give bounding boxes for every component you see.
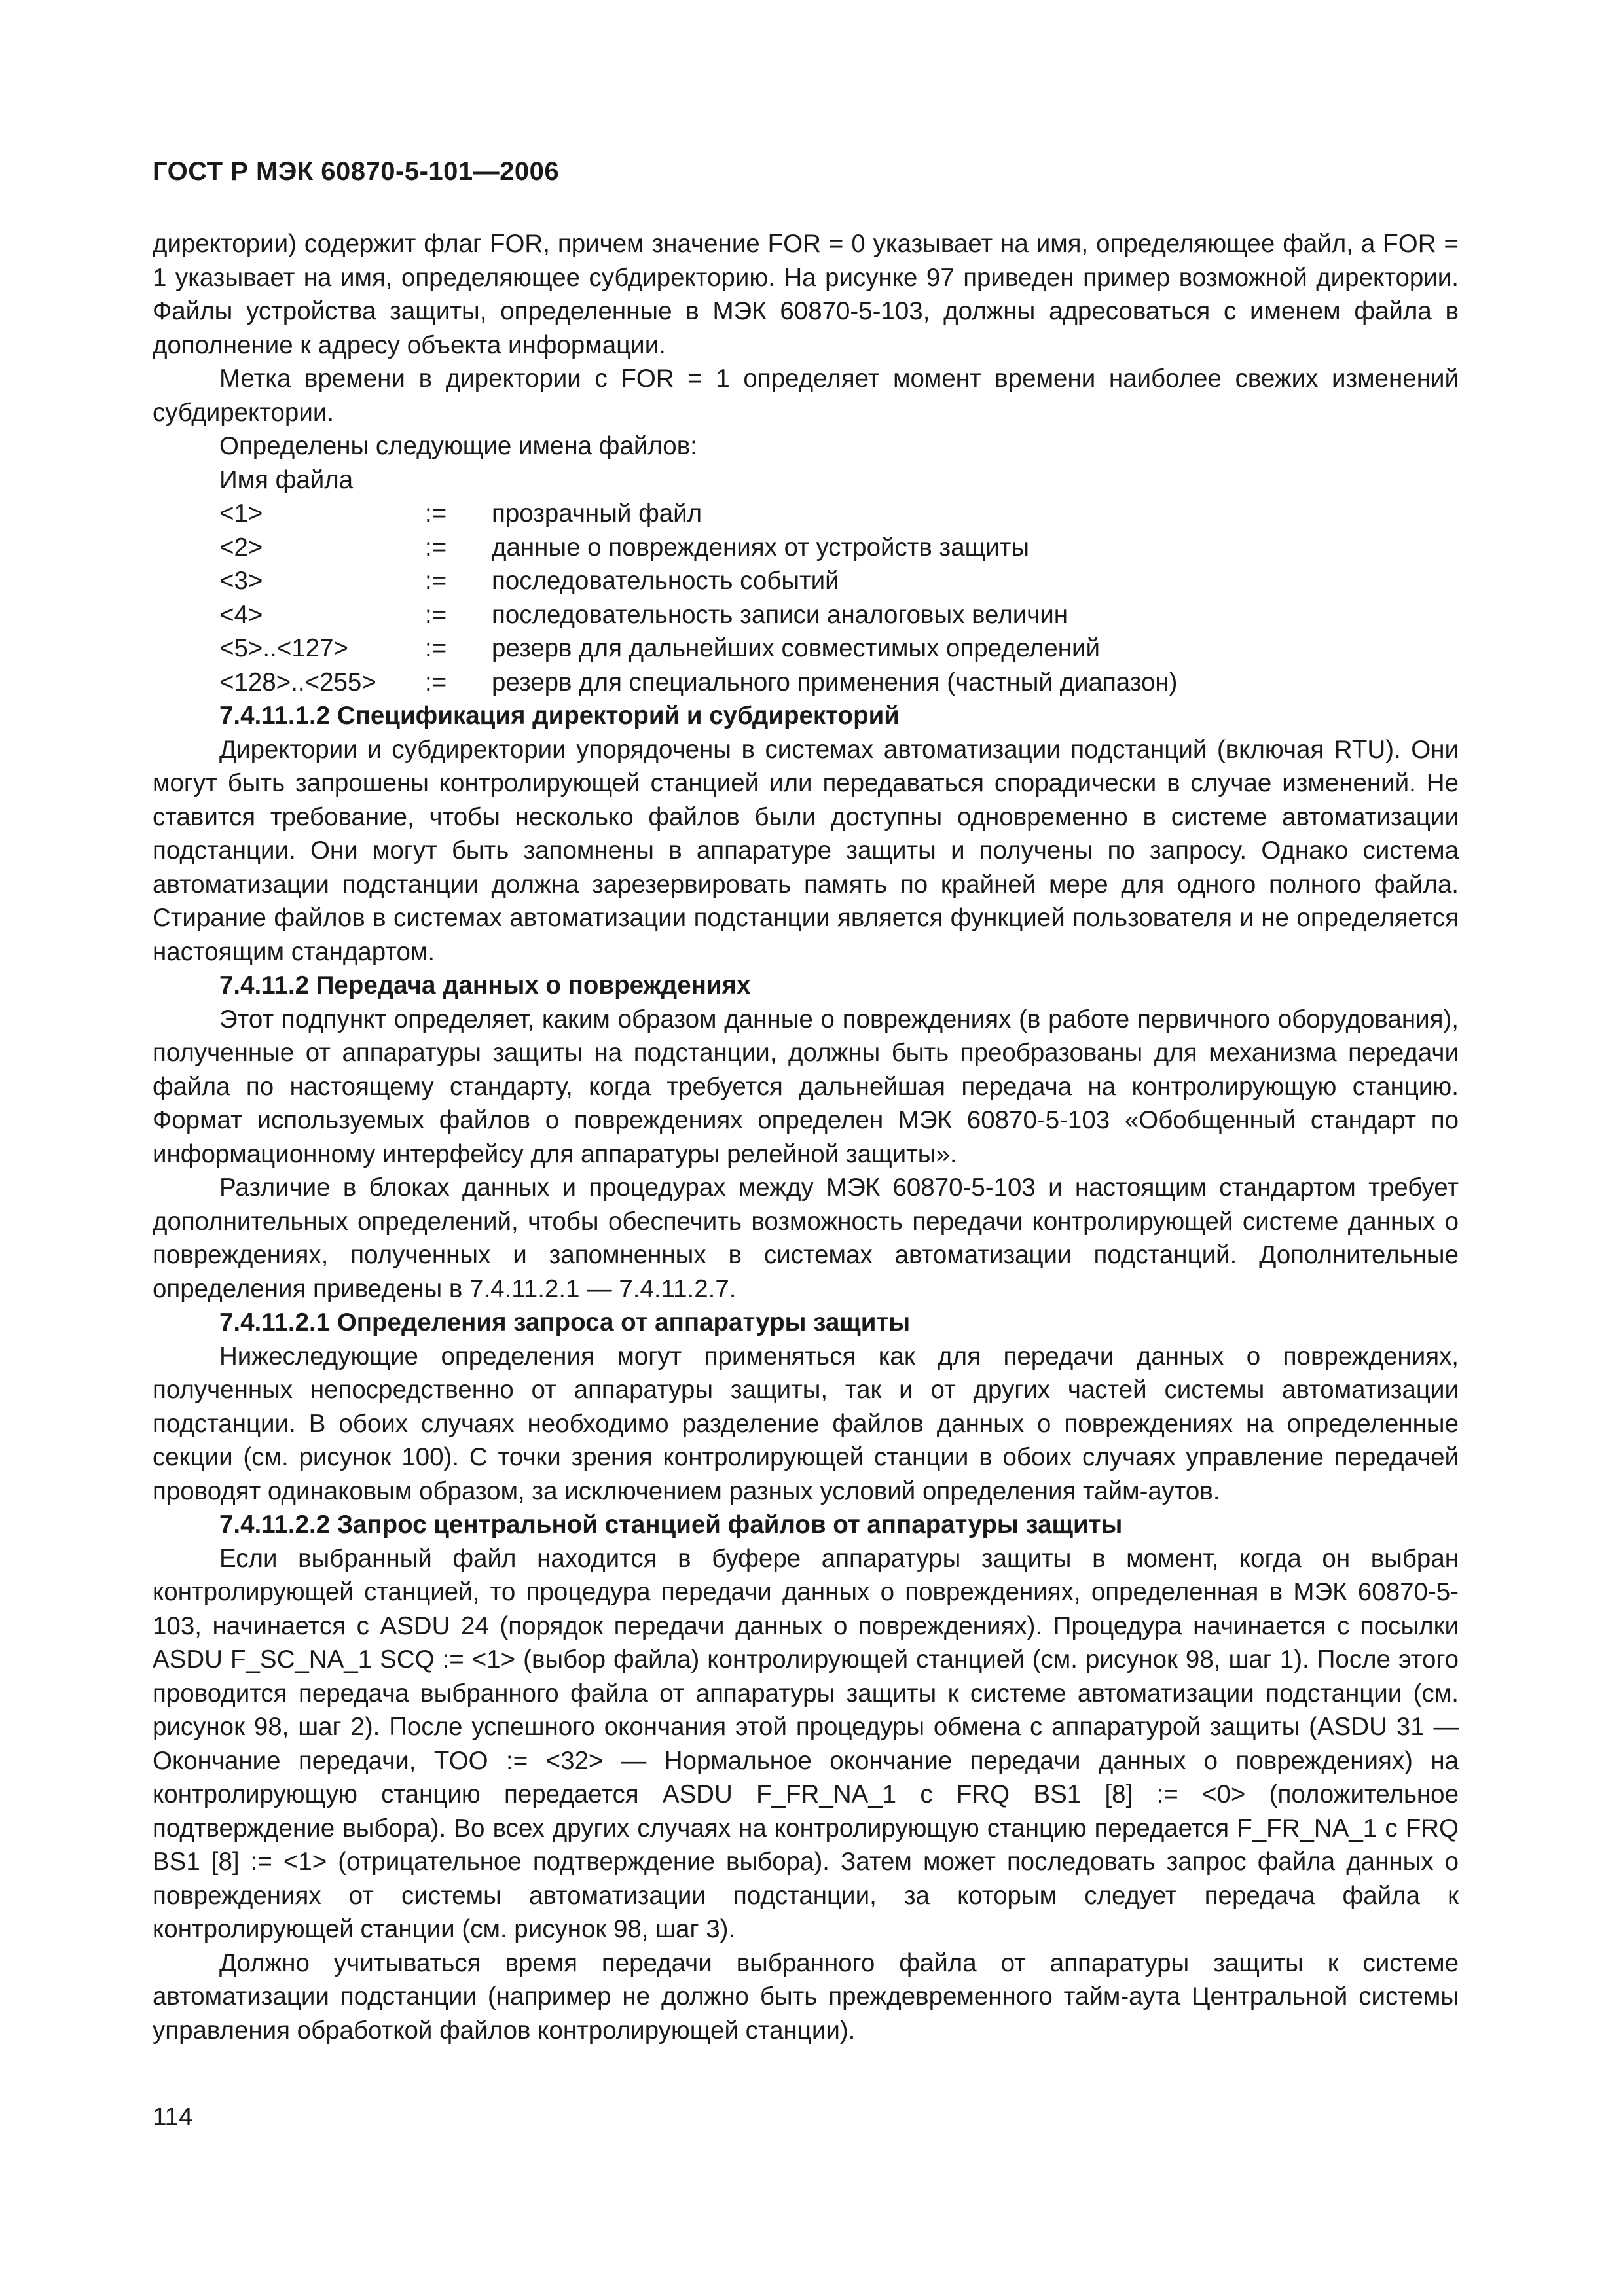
file-name: <2> bbox=[219, 533, 263, 562]
file-description: последовательность записи аналоговых величин bbox=[492, 600, 1068, 629]
file-name-row bbox=[153, 497, 1459, 531]
section-heading: 7.4.11.2 Передача данных о повреждениях bbox=[219, 971, 751, 999]
body-paragraph: Нижеследующие определения могут применяться как для передачи данных о повреждениях, полученных непосредственно от аппаратуры защиты, так и от других частей системы автоматизации подстанции. В обоих случаях необходимо разделение файлов данных о повреждениях на определенные секции (см. рисунок 100). С точки зрения контролирующей станции в обоих случаях управление передачей проводят одинаковым образом, за исключением разных условий определения тайм-аутов. bbox=[153, 1342, 1459, 1505]
file-name-row bbox=[153, 632, 1459, 666]
section-heading: 7.4.11.1.2 Спецификация директорий и субдиректорий bbox=[219, 702, 900, 730]
file-name: <5>..<127> bbox=[219, 634, 348, 662]
page-number: 114 bbox=[153, 2103, 193, 2131]
file-names-list bbox=[153, 497, 1459, 699]
body-paragraph: директории) содержит флаг FOR, причем значение FOR = 0 указывает на имя, определяющее файл, а FOR = 1 указывает на имя, определяющее субдиректорию. На рисунке 97 приведен пример возможной директории. Файлы устройства защиты, определенные в МЭК 60870-5-103, должны адресоваться с именем файла в дополнение к адресу объекта информации. bbox=[153, 230, 1459, 359]
assign-operator: := bbox=[425, 600, 447, 629]
body-paragraph: Если выбранный файл находится в буфере аппаратуры защиты в момент, когда он выбран контролирующей станцией, то процедура передачи данных о повреждениях, определенная в МЭК 60870-5-103, начинается с ASDU 24 (порядок передачи данных о повреждениях). Процедура начинается с посылки ASDU F_SC_NA_1 SCQ := <1> (выбор файла) контролирующей станцией (см. рисунок 98, шаг 1). После этого проводится передача выбранного файла от аппаратуры защиты к системе автоматизации подстанции (см. рисунок 98, шаг 2). После успешного окончания этой процедуры обмена с аппаратурой защиты (ASDU 31 — Окончание передачи, TOO := <32> — Нормальное окончание передачи данных о повреждениях) на контролирующую станцию передается ASDU F_FR_NA_1 с FRQ BS1 [8] := <0> (положительное подтверждение выбора). Во всех других случаях на контролирующую станцию передается F_FR_NA_1 с FRQ BS1 [8] := <1> (отрицательное подтверждение выбора). Затем может последовать запрос файла данных о повреждениях от системы автоматизации подстанции, за которым следует передача файла к контролирующей станции (см. рисунок 98, шаг 3). bbox=[153, 1544, 1459, 1943]
file-description: данные о повреждениях от устройств защиты bbox=[492, 533, 1030, 562]
file-description: прозрачный файл bbox=[492, 499, 702, 528]
document-page bbox=[153, 157, 1459, 2047]
assign-operator: := bbox=[425, 533, 447, 562]
file-name-row bbox=[153, 598, 1459, 632]
assign-operator: := bbox=[425, 634, 447, 662]
file-name: <1> bbox=[219, 499, 263, 528]
section-heading: 7.4.11.2.2 Запрос центральной станцией файлов от аппаратуры защиты bbox=[219, 1511, 1123, 1539]
assign-operator: := bbox=[425, 567, 447, 595]
file-description: резерв для дальнейших совместимых определений bbox=[492, 634, 1101, 662]
file-name-row bbox=[153, 531, 1459, 565]
file-name: <4> bbox=[219, 600, 263, 629]
file-name-row bbox=[153, 564, 1459, 598]
file-name: <3> bbox=[219, 567, 263, 595]
document-header: ГОСТ Р МЭК 60870-5-101—2006 bbox=[153, 157, 560, 186]
body-paragraph: Этот подпункт определяет, каким образом данные о повреждениях (в работе первичного оборудования), полученные от аппаратуры защиты на подстанции, должны быть преобразованы для механизма передачи файла по настоящему стандарту, когда требуется дальнейшая передача на контролирующую станцию. Формат используемых файлов о повреждениях определен МЭК 60870-5-103 «Обобщенный стандарт по информационному интерфейсу для аппаратуры релейной защиты». bbox=[153, 1005, 1459, 1168]
body-paragraph: Метка времени в директории с FOR = 1 определяет момент времени наиболее свежих изменений субдиректории. bbox=[153, 365, 1459, 427]
file-name-row bbox=[153, 666, 1459, 700]
body-paragraph: Должно учитываться время передачи выбранного файла от аппаратуры защиты к системе автоматизации подстанции (например не должно быть преждевременного тайм-аута Центральной системы управления обработкой файлов контролирующей станции). bbox=[153, 1948, 1459, 2045]
file-name: <128>..<255> bbox=[219, 668, 376, 696]
file-description: резерв для специального применения (частный диапазон) bbox=[492, 668, 1178, 696]
assign-operator: := bbox=[425, 499, 447, 528]
section-heading: 7.4.11.2.1 Определения запроса от аппаратуры защиты bbox=[219, 1308, 911, 1336]
body-paragraph: Различие в блоках данных и процедурах между МЭК 60870-5-103 и настоящим стандартом требует дополнительных определений, чтобы обеспечить возможность передачи контролирующей системе данных о повреждениях, полученных и запомненных в системах автоматизации подстанций. Дополнительные определения приведены в 7.4.11.2.1 — 7.4.11.2.7. bbox=[153, 1174, 1459, 1303]
file-names-heading: Имя файла bbox=[219, 465, 354, 494]
body-paragraph: Директории и субдиректории упорядочены в системах автоматизации подстанций (включая RTU). Они могут быть запрошены контролирующей станцией или передаваться спорадически в случае изменений. Не ставится требование, чтобы несколько файлов были доступны одновременно в системе автоматизации подстанции. Они могут быть запомнены в аппаратуре защиты и получены по запросу. Однако система автоматизации подстанции должна зарезервировать память по крайней мере для одного полного файла. Стирание файлов в системах автоматизации подстанции является функцией пользователя и не определяется настоящим стандартом. bbox=[153, 735, 1459, 966]
assign-operator: := bbox=[425, 668, 447, 696]
file-description: последовательность событий bbox=[492, 567, 839, 595]
body-paragraph: Определены следующие имена файлов: bbox=[219, 432, 697, 460]
